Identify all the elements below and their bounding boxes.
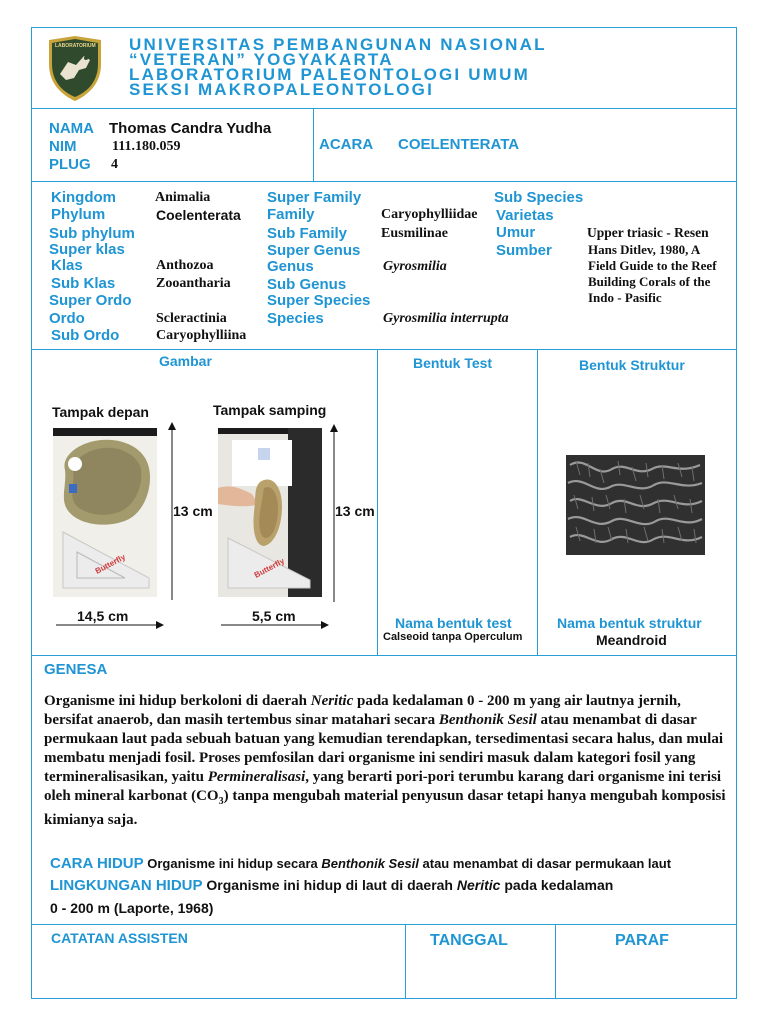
nama-bentuk-test-label: Nama bentuk test	[395, 615, 512, 631]
divider	[31, 108, 737, 109]
tax-value-sumber-line-3: Building Corals of the	[588, 274, 711, 289]
genesa-text-2: pada kedalaman 0 - 200 m yang air lautnya jernih, bersifat anaerob, dan masih tertembus sinar matahari secara	[44, 693, 681, 728]
height-label-front: 13 cm	[173, 503, 213, 519]
tax-value-species: Gyrosmilia interrupta	[383, 311, 509, 326]
nama-value: Thomas Candra Yudha	[109, 120, 272, 137]
tax-label-super-family: Super Family	[267, 189, 362, 206]
gambar-label: Gambar	[159, 353, 212, 369]
divider	[31, 349, 737, 350]
tax-label-phylum: Phylum	[51, 206, 106, 223]
genesa-italic-permineralisasi: Permineralisasi	[207, 769, 306, 785]
divider	[555, 924, 556, 999]
width-label-side: 5,5 cm	[252, 608, 296, 624]
header-line-1: UNIVERSITAS PEMBANGUNAN NASIONAL	[129, 35, 547, 54]
ruler-brand-side: Butterfly	[252, 556, 286, 580]
fossil-front-photo	[53, 428, 157, 597]
genesa-text-5: ) tanpa mengubah material penyusun dasar tetapi hanya mengubah komposisi kimianya saja.	[44, 788, 726, 828]
nama-bentuk-test-value: Calseoid tanpa Operculum	[383, 631, 523, 643]
cara-hidup-label: CARA HIDUP	[50, 855, 144, 872]
tax-label-super-species: Super Species	[267, 292, 371, 309]
genesa-subscript: 3	[218, 796, 224, 807]
width-label-front: 14,5 cm	[77, 608, 129, 624]
tanggal-label: TANGGAL	[430, 932, 508, 949]
lingkungan-hidup-line-2: 0 - 200 m (Laporte, 1968)	[50, 900, 214, 916]
catatan-assisten-label: CATATAN ASSISTEN	[51, 930, 188, 946]
lingkungan-text-2: pada kedalaman	[500, 877, 614, 893]
divider	[31, 655, 737, 656]
plug-value: 4	[111, 157, 118, 172]
nim-value: 111.180.059	[112, 139, 181, 154]
bentuk-test-label: Bentuk Test	[413, 355, 493, 371]
tax-label-sub-species: Sub Species	[494, 189, 584, 206]
tax-label-sub-klas: Sub Klas	[51, 275, 116, 292]
tampak-depan-label: Tampak depan	[52, 404, 149, 420]
tax-label-sub-phylum: Sub phylum	[49, 225, 135, 242]
nama-bentuk-struktur-label: Nama bentuk struktur	[557, 615, 702, 631]
tax-label-sumber: Sumber	[496, 242, 552, 259]
tax-label-sub-genus: Sub Genus	[267, 276, 347, 293]
divider	[405, 924, 406, 999]
plug-label: PLUG	[49, 156, 91, 173]
divider	[31, 924, 737, 925]
divider	[537, 349, 538, 655]
tax-label-varietas: Varietas	[496, 207, 554, 224]
genesa-italic-neritic: Neritic	[310, 693, 354, 709]
divider	[313, 108, 314, 181]
tax-value-sumber-line-2: Field Guide to the Reef	[588, 258, 717, 273]
genesa-text-4: , yang berarti pori-pori terumbu karang dari organisme ini terisi oleh mineral karbonat (CO	[44, 769, 722, 804]
genesa-italic-benthonik: Benthonik Sesil	[438, 712, 537, 728]
cara-hidup-italic: Benthonik Sesil	[321, 856, 419, 871]
cara-hidup-text-1: Organisme ini hidup secara	[147, 856, 322, 871]
width-arrow-front	[56, 617, 164, 627]
tax-value-kingdom: Animalia	[155, 190, 211, 205]
acara-value: COELENTERATA	[398, 136, 520, 153]
acara-label: ACARA	[319, 136, 374, 153]
cara-hidup-text-2: atau menambat di dasar permukaan laut	[418, 856, 672, 871]
nim-label: NIM	[49, 138, 77, 155]
ruler-brand-front: Butterfly	[93, 552, 127, 576]
logo-text: LABORATORIUM	[55, 43, 96, 49]
lingkungan-hidup-row	[50, 877, 613, 894]
tax-value-klas: Anthozoa	[156, 258, 214, 273]
genesa-title: GENESA	[44, 661, 108, 678]
divider	[377, 349, 378, 655]
lingkungan-hidup-label: LINGKUNGAN HIDUP	[50, 877, 203, 894]
header-line-3: LABORATORIUM PALEONTOLOGI UMUM	[129, 65, 530, 84]
tax-value-phylum: Coelenterata	[156, 207, 241, 223]
tampak-samping-label: Tampak samping	[213, 402, 327, 418]
height-label-side: 13 cm	[335, 503, 375, 519]
tax-value-sub-klas: Zooantharia	[156, 276, 231, 291]
tax-value-sumber-line-4: Indo - Pasific	[588, 290, 662, 305]
cara-hidup-row	[50, 855, 671, 872]
tax-value-sumber-line-1: Hans Ditlev, 1980, A	[588, 242, 701, 257]
tax-value-family: Caryophylliidae	[381, 207, 478, 222]
divider	[31, 181, 737, 182]
tax-label-family: Family	[267, 206, 315, 223]
lingkungan-text-1: Organisme ini hidup di laut di daerah	[206, 877, 457, 893]
tax-label-super-genus: Super Genus	[267, 242, 361, 259]
bentuk-struktur-label: Bentuk Struktur	[579, 357, 685, 373]
tax-value-sub-family: Eusmilinae	[381, 226, 448, 241]
tax-label-ordo: Ordo	[49, 310, 85, 327]
header-line-2: “VETERAN” YOGYAKARTA	[129, 50, 394, 69]
header-line-4: SEKSI MAKROPALEONTOLOGI	[129, 80, 434, 99]
tax-label-umur: Umur	[496, 224, 536, 241]
nama-bentuk-struktur-value: Meandroid	[596, 632, 667, 648]
university-logo	[46, 34, 104, 102]
lingkungan-italic: Neritic	[456, 877, 501, 893]
nama-label: NAMA	[49, 120, 94, 137]
tax-label-klas: Klas	[51, 257, 83, 274]
tax-label-kingdom: Kingdom	[51, 189, 116, 206]
genesa-text-1: Organisme ini hidup berkoloni di daerah	[44, 693, 311, 709]
tax-value-sub-ordo: Caryophylliina	[156, 328, 247, 343]
fossil-side-photo	[218, 428, 322, 597]
tax-label-super-ordo: Super Ordo	[49, 292, 132, 309]
tax-label-super-klas: Super klas	[49, 241, 125, 258]
meandroid-structure-image	[566, 455, 705, 555]
tax-value-ordo: Scleractinia	[156, 311, 227, 326]
tax-label-genus: Genus	[267, 258, 314, 275]
tax-label-species: Species	[267, 310, 324, 327]
genesa-text-3: atau menambat di dasar permukaan laut pada sebuah batuan yang kemudian terendapkan, tersedimentasi secara halus, dan mulai membatu menjadi fosil. Proses pemfosilan dari organisme ini sendiri masuk dalam kategori fosil yang termineralisasikan, yaitu	[44, 712, 724, 785]
tax-label-sub-family: Sub Family	[267, 225, 348, 242]
tax-label-sub-ordo: Sub Ordo	[51, 327, 120, 344]
tax-value-umur: Upper triasic - Resen	[587, 225, 709, 240]
paraf-label: PARAF	[615, 932, 669, 949]
width-arrow-side	[221, 617, 329, 627]
genesa-paragraph	[44, 692, 732, 830]
tax-value-genus: Gyrosmilia	[383, 259, 447, 274]
